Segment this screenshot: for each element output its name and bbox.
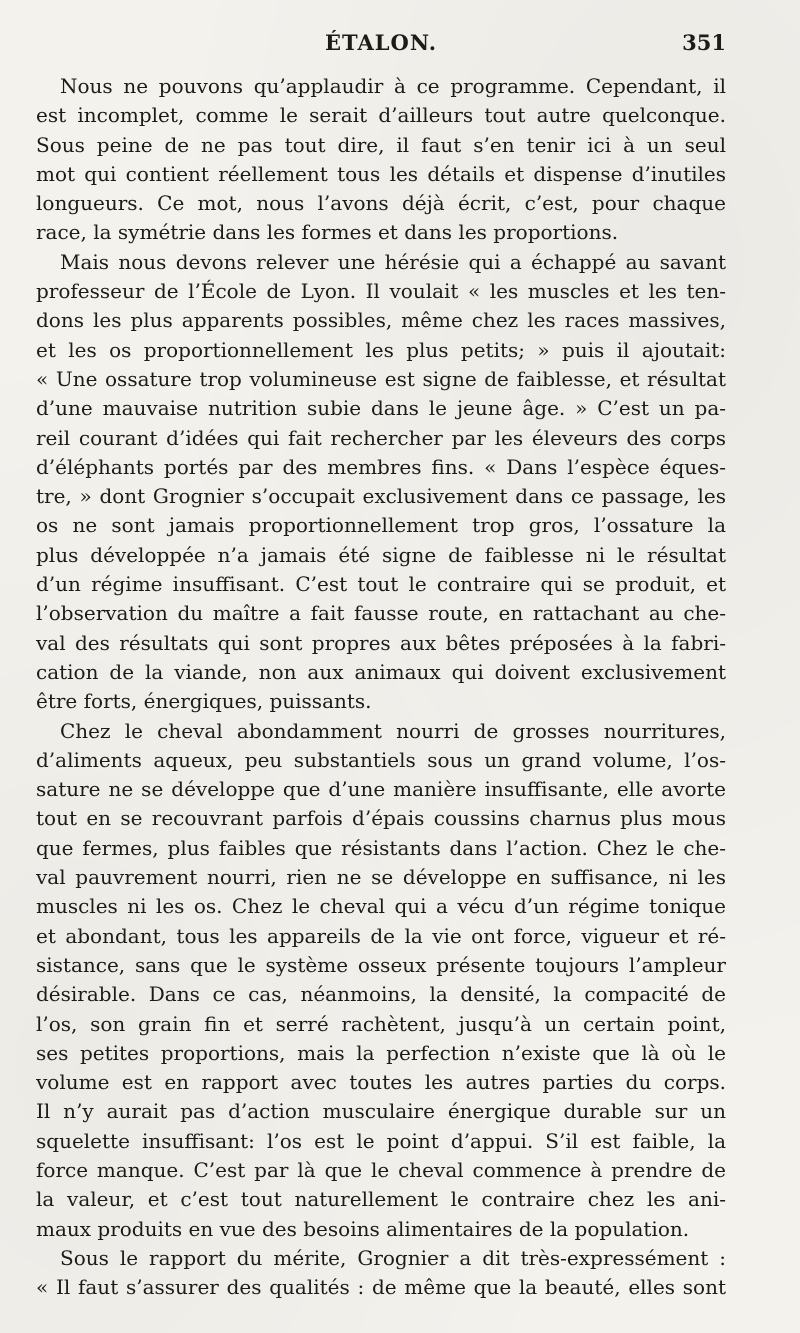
text-line: tout en se recouvrant parfois d’épais coussins charnus plus mous [36, 806, 726, 831]
text-line: d’éléphants portés par des membres fins. « Dans l’espèce éques- [36, 454, 726, 479]
text-line: Mais nous devons relever une hérésie qui a échappé au savant [60, 249, 726, 274]
text-line: d’une mauvaise nutrition subie dans le jeune âge. » C’est un pa- [36, 396, 726, 421]
text-line: que fermes, plus faibles que résistants dans l’action. Chez le che- [36, 835, 726, 860]
text-line: os ne sont jamais proportionnellement trop gros, l’ossature la [36, 513, 726, 538]
text-line: Chez le cheval abondamment nourri de grosses nourritures, [60, 718, 726, 743]
text-line: et abondant, tous les appareils de la vie ont force, vigueur et ré- [36, 923, 726, 948]
text-line: plus développée n’a jamais été signe de faiblesse ni le résultat [36, 542, 726, 567]
text-line: l’observation du maître a fait fausse route, en rattachant au che- [36, 601, 726, 626]
text-line: la valeur, et c’est tout naturellement le contraire chez les ani- [36, 1187, 726, 1212]
text-line: Il n’y aurait pas d’action musculaire énergique durable sur un [36, 1099, 726, 1124]
text-line: est incomplet, comme le serait d’ailleurs tout autre quelconque. [36, 103, 726, 128]
text-line: d’un régime insuffisant. C’est tout le contraire qui se produit, et [36, 572, 726, 597]
text-line: « Il faut s’assurer des qualités : de même que la beauté, elles sont [36, 1275, 726, 1300]
text-line: l’os, son grain fin et serré rachètent, jusqu’à un certain point, [36, 1011, 726, 1036]
page-number: 351 [682, 30, 726, 55]
text-line: tre, » dont Grognier s’occupait exclusivement dans ce passage, les [36, 484, 726, 509]
text-line: sistance, sans que le système osseux présente toujours l’ampleur [36, 952, 726, 977]
text-line: Sous peine de ne pas tout dire, il faut s’en tenir ici à un seul [36, 132, 726, 157]
text-line: val des résultats qui sont propres aux bêtes préposées à la fabri- [36, 630, 726, 655]
text-line: ses petites proportions, mais la perfection n’existe que là où le [36, 1040, 726, 1065]
text-line: val pauvrement nourri, rien ne se développe en suffisance, ni les [36, 865, 726, 890]
text-line: longueurs. Ce mot, nous l’avons déjà écrit, c’est, pour chaque [36, 191, 726, 216]
text-line: Nous ne pouvons qu’applaudir à ce programme. Cependant, il [60, 74, 726, 98]
running-title: ÉTALON. [325, 30, 437, 55]
text-line: mot qui contient réellement tous les détails et dispense d’inutiles [36, 161, 726, 186]
text-line: maux produits en vue des besoins alimentaires de la population. [36, 1216, 690, 1241]
text-line: et les os proportionnellement les plus petits; » puis il ajoutait: [36, 337, 726, 362]
text-line: d’aliments aqueux, peu substantiels sous un grand volume, l’os- [36, 747, 726, 772]
text-line: cation de la viande, non aux animaux qui doivent exclusivement [36, 659, 726, 684]
text-line: reil courant d’idées qui fait rechercher par les éleveurs des corps [36, 425, 726, 450]
text-line: volume est en rapport avec toutes les autres parties du corps. [36, 1070, 726, 1095]
text-line: force manque. C’est par là que le cheval commence à prendre de [36, 1157, 726, 1182]
page-header [36, 28, 726, 62]
text-line: squelette insuffisant: l’os est le point d’appui. S’il est faible, la [36, 1128, 726, 1153]
text-line: muscles ni les os. Chez le cheval qui a vécu d’un régime tonique [36, 894, 726, 919]
text-line: Sous le rapport du mérite, Grognier a dit très-expressément : [60, 1245, 726, 1270]
text-line: être forts, énergiques, puissants. [36, 689, 372, 714]
body-text [36, 72, 726, 1302]
text-line: « Une ossature trop volumineuse est signe de faiblesse, et résultat [36, 366, 726, 391]
text-line: race, la symétrie dans les formes et dans les proportions. [36, 220, 619, 245]
text-line: professeur de l’École de Lyon. Il voulait « les muscles et les ten- [36, 279, 726, 304]
text-line: désirable. Dans ce cas, néanmoins, la densité, la compacité de [36, 982, 726, 1007]
text-line: sature ne se développe que d’une manière insuffisante, elle avorte [36, 777, 726, 802]
text-line: dons les plus apparents possibles, même chez les races massives, [36, 308, 726, 333]
